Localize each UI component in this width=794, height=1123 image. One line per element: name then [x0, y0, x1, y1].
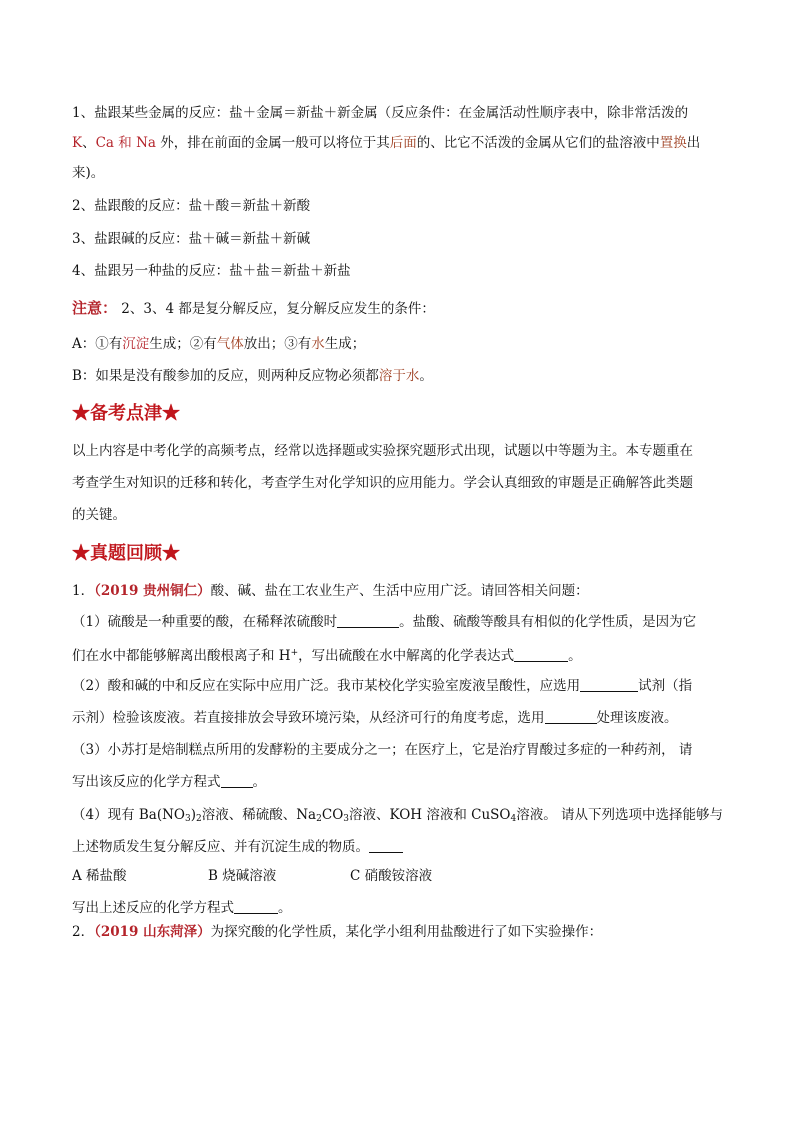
question-1-part4-line3: 写出上述反应的化学方程式 。: [72, 900, 292, 916]
question-1-part3-line1: （3）小苏打是焙制糕点所用的发酵粉的主要成分之一；在医疗上，它是治疗胃酸过多症的一种药剂， 请: [72, 742, 693, 758]
option-c[interactable]: C 硝酸铵溶液: [350, 868, 433, 884]
question-1-part2-line1: （2）酸和碱的中和反应在实际中应用广泛。我市某校化学实验室废液呈酸性，应选用 试剂（指: [72, 678, 693, 694]
answer-blank-6[interactable]: [369, 840, 403, 853]
exam-tips-line1: 以上内容是中考化学的高频考点，经常以选择题或实验探究题形式出现，试题以中等题为主。本专题重在: [72, 443, 693, 459]
salt-reaction-1-line2: K、Ca 和 Na 外，排在前面的金属一般可以将位于其后面的、比它不活泼的金属从它们的盐溶液中置换出: [72, 135, 701, 151]
question-1-part2-line2: 示剂）检验该废液。若直接排放会导致环境污染，从经济可行的角度考虑，选用 处理该废液。: [72, 710, 678, 726]
question-1-options: [72, 866, 732, 886]
dissolve-emphasis: 溶于水: [378, 368, 420, 384]
potassium-symbol: K: [72, 135, 83, 151]
water-emphasis: 水: [311, 336, 325, 352]
calcium-symbol: Ca: [95, 135, 114, 151]
question-2-stem: 2．（2019 山东菏泽）为探究酸的化学性质，某化学小组利用盐酸进行了如下实验操作：: [72, 924, 603, 940]
question-2-source: （2019 山东菏泽）: [94, 924, 211, 940]
answer-blank-3[interactable]: [580, 679, 638, 692]
salt-reaction-1-line1: 1、盐跟某些金属的反应：盐＋金属＝新盐＋新金属（反应条件：在金属活动性顺序表中，除非常活泼的: [72, 105, 689, 121]
exam-tips-line3: 的关键。: [72, 507, 126, 523]
answer-blank-1[interactable]: [337, 615, 399, 628]
note-line: 注意： 2、3、4 都是复分解反应，复分解反应发生的条件：: [72, 299, 435, 317]
review-heading: ★真题回顾★: [72, 543, 180, 564]
salt-reaction-3: 3、盐跟碱的反应：盐＋碱＝新盐＋新碱: [72, 231, 311, 247]
option-a[interactable]: A 稀盐酸: [72, 868, 127, 884]
option-b[interactable]: B 烧碱溶液: [208, 868, 277, 884]
salt-reaction-2: 2、盐跟酸的反应：盐＋酸＝新盐＋新酸: [72, 198, 311, 214]
salt-reaction-4: 4、盐跟另一种盐的反应：盐＋盐＝新盐＋新盐: [72, 263, 351, 279]
exam-tips-line2: 考查学生对知识的迁移和转化，考查学生对化学知识的应用能力。学会认真细致的审题是正确解答此类题: [72, 475, 693, 491]
answer-blank-4[interactable]: [545, 711, 597, 724]
question-1-part1-line1: （1）硫酸是一种重要的酸，在稀释浓硫酸时 。盐酸、硫酸等酸具有相似的化学性质，是因为它: [72, 614, 697, 630]
gas-emphasis: 气体: [216, 336, 244, 352]
answer-blank-5[interactable]: [221, 775, 253, 788]
exam-tips-heading: ★备考点津★: [72, 403, 180, 424]
question-1-part4-line2: 上述物质发生复分解反应、并有沉淀生成的物质。: [72, 837, 732, 857]
answer-blank-2[interactable]: [514, 649, 568, 662]
question-1-part3-line2: 写出该反应的化学方程式 。: [72, 774, 266, 790]
question-1-stem: 1．（2019 贵州铜仁）酸、碱、盐在工农业生产、生活中应用广泛。请回答相关问题：: [72, 583, 589, 599]
sodium-symbol: Na: [136, 135, 156, 151]
question-1-source: （2019 贵州铜仁）: [94, 583, 211, 599]
note-condition-b: B：如果是没有酸参加的反应，则两种反应物必须都溶于水。: [72, 368, 433, 384]
answer-blank-7[interactable]: [234, 901, 278, 914]
salt-reaction-1-line3: 来)。: [72, 165, 105, 181]
behind-emphasis: 后面: [389, 135, 417, 151]
question-1-part1-line2: 们在水中都能够解离出酸根离子和 H+，写出硫酸在水中解离的化学表达式 。: [72, 648, 582, 664]
precipitate-emphasis: 沉淀: [122, 336, 150, 352]
note-label: 注意：: [72, 299, 118, 317]
replace-emphasis: 置换: [659, 135, 687, 151]
note-condition-a: A：①有沉淀生成；②有气体放出；③有水生成；: [72, 336, 366, 352]
question-1-part4-line1: （4）现有 $Ba(NO_3)_2$溶液、稀硫酸、$Na_2CO_3$溶液、KOH 溶液和 CuSO$_4$溶液。 请从下列选项中选择能够与: [72, 807, 724, 824]
